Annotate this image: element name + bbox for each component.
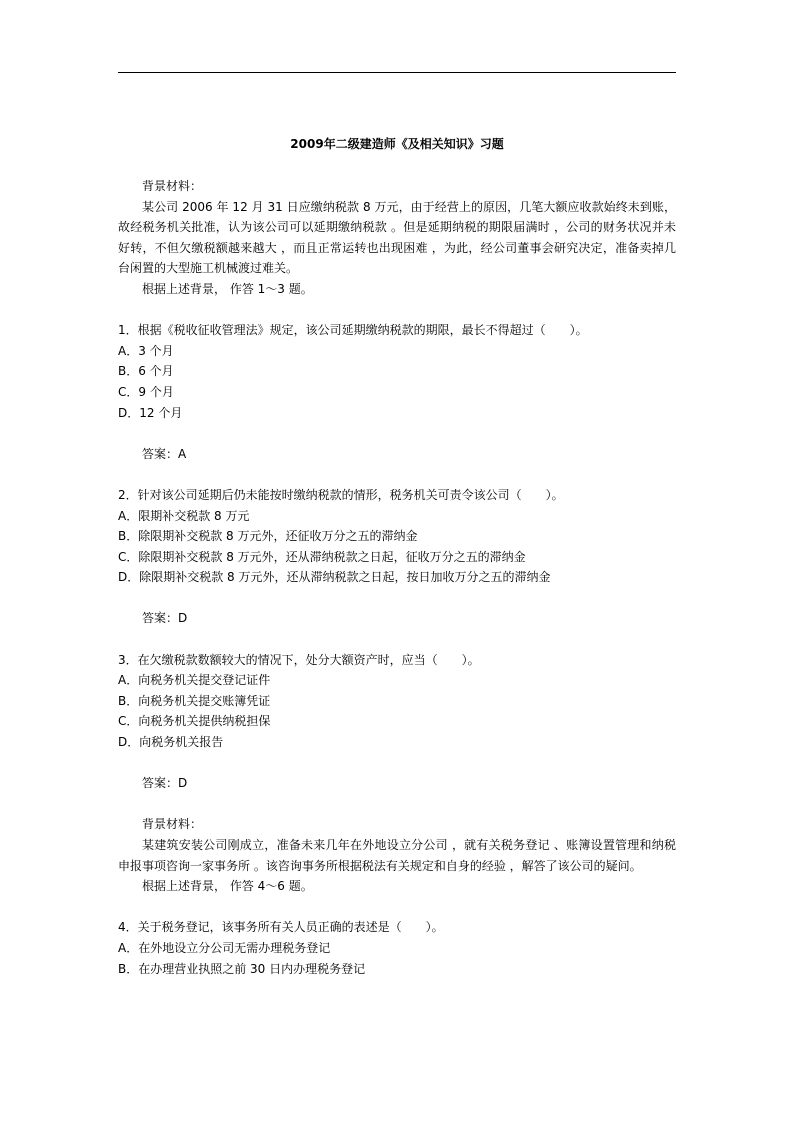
q1-option-b: B．6 个月 (118, 364, 174, 379)
q3-option-d: D．向税务机关报告 (118, 735, 224, 750)
section2-instruction: 根据上述背景， 作答 4～6 题。 (142, 879, 313, 894)
q3-option-c: C．向税务机关提供纳税担保 (118, 714, 271, 729)
section1-body: 某公司 2006 年 12 月 31 日应缴纳税款 8 万元，由于经营上的原因，几笔大额应收款始终未到账，故经税务机关批准，认为该公司可以延期缴纳税款 。但是延期纳税的期限届满时 ，公司的财务状况并未好转，不但欠缴税额越来越大 ，而且正常运转也出现困难 ，为此，经公司董事会研究决定，准备卖掉几台闲置的大型施工机械渡过难关。 (118, 199, 676, 276)
q4-stem: 4．关于税务登记，该事务所有关人员正确的表述是（ ）。 (118, 920, 444, 935)
page-title: 2009年二级建造师《及相关知识》习题 (290, 137, 504, 151)
q3-option-b: B．向税务机关提交账簿凭证 (118, 693, 271, 708)
q1-option-c: C．9 个月 (118, 384, 174, 399)
section1-heading: 背景材料： (142, 179, 203, 193)
q4-option-a: A．在外地设立分公司无需办理税务登记 (118, 940, 331, 955)
q1-option-a: A．3 个月 (118, 343, 174, 358)
q1-answer: 答案：A (142, 446, 187, 461)
section2-heading: 背景材料： (142, 817, 203, 832)
document-body (118, 176, 676, 979)
q3-option-a: A．向税务机关提交登记证件 (118, 673, 271, 688)
q2-option-b: B．除限期补交税款 8 万元外，还征收万分之五的滞纳金 (118, 529, 418, 544)
q1-option-d: D．12 个月 (118, 405, 183, 420)
q2-option-d: D．除限期补交税款 8 万元外，还从滞纳税款之日起，按日加收万分之五的滞纳金 (118, 570, 551, 585)
q3-stem: 3．在欠缴税款数额较大的情况下，处分大额资产时，应当（ ）。 (118, 652, 480, 667)
q2-stem: 2．针对该公司延期后仍未能按时缴纳税款的情形，税务机关可责令该公司（ ）。 (118, 487, 564, 502)
q2-option-a: A．限期补交税款 8 万元 (118, 508, 250, 523)
section2-body: 某建筑安装公司刚成立，准备未来几年在外地设立分公司 ，就有关税务登记 、账簿设置管理和纳税申报事项咨询一家事务所 。该咨询事务所根据税法有关规定和自身的经验 ，解答了该公司的疑问。 (118, 838, 676, 873)
header-rule (118, 72, 676, 73)
q3-answer: 答案：D (142, 776, 188, 791)
q1-stem: 1．根据《税收征收管理法》规定，该公司延期缴纳税款的期限，最长不得超过（ ）。 (118, 323, 588, 338)
section1-instruction: 根据上述背景， 作答 1～3 题。 (142, 281, 313, 296)
q2-answer: 答案：D (142, 611, 188, 626)
q2-option-c: C．除限期补交税款 8 万元外，还从滞纳税款之日起，征收万分之五的滞纳金 (118, 549, 526, 564)
q4-option-b: B．在办理营业执照之前 30 日内办理税务登记 (118, 961, 366, 976)
